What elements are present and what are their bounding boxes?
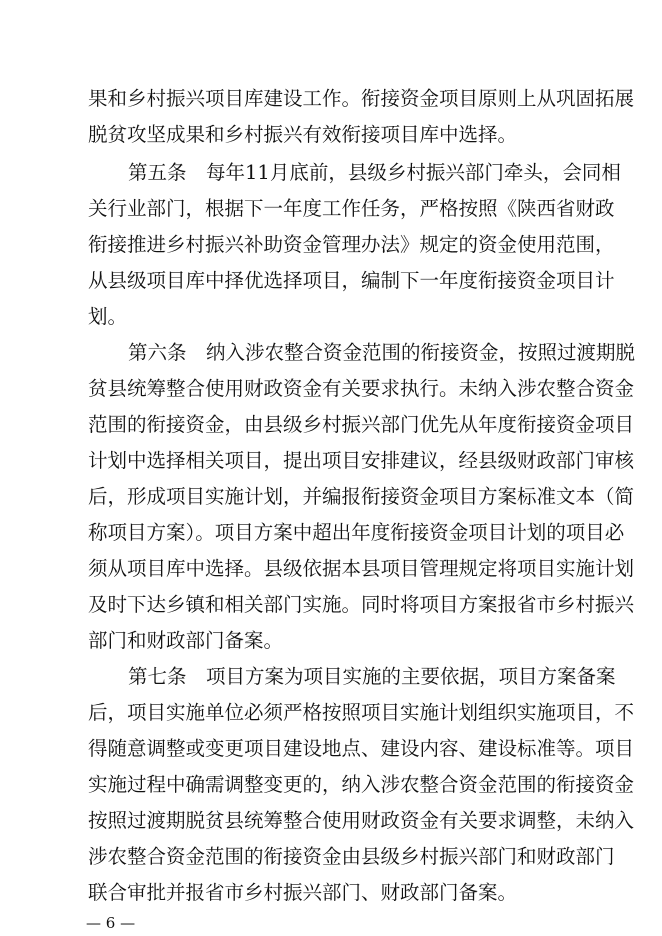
text-line: 称项目方案）。项目方案中超出年度衔接资金项目计划的项目必	[88, 521, 625, 544]
text-line: 从县级项目库中择优选择项目，编制下一年度衔接资金项目计	[88, 269, 615, 292]
text-line: 果和乡村振兴项目库建设工作。衔接资金项目原则上从巩固拓展	[88, 87, 635, 110]
text-line: 按照过渡期脱贫县统筹整合使用财政资金有关要求调整，未纳入	[88, 809, 635, 832]
article-5-heading-line: 第五条 每年11月底前，县级乡村振兴部门牵头，会同相	[128, 161, 621, 184]
text-line: 部门和财政部门备案。	[88, 629, 284, 652]
text-line: 及时下达乡镇和相关部门实施。同时将项目方案报省市乡村振兴	[88, 593, 635, 616]
text-line: 关行业部门，根据下一年度工作任务，严格按照《陕西省财政	[88, 197, 615, 220]
text-line: 联合审批并报省市乡村振兴部门、财政部门备案。	[88, 881, 518, 904]
text-line: 贫县统筹整合使用财政资金有关要求执行。未纳入涉农整合资金	[88, 377, 635, 400]
text-line: 须从项目库中选择。县级依据本县项目管理规定将项目实施计划	[88, 557, 635, 580]
text-line: 脱贫攻坚成果和乡村振兴有效衔接项目库中选择。	[88, 123, 518, 146]
text-line: 涉农整合资金范围的衔接资金由县级乡村振兴部门和财政部门	[88, 845, 615, 868]
article-6-heading-line: 第六条 纳入涉农整合资金范围的衔接资金，按照过渡期脱	[128, 341, 636, 364]
text-line: 后，形成项目实施计划，并编报衔接资金项目方案标准文本（简	[88, 485, 635, 508]
text-line: 范围的衔接资金，由县级乡村振兴部门优先从年度衔接资金项目	[88, 413, 635, 436]
text-line: 计划中选择相关项目，提出项目安排建议，经县级财政部门审核	[88, 449, 635, 472]
text-line: 划。	[88, 305, 128, 328]
text-line: 得随意调整或变更项目建设地点、建设内容、建设标准等。项目	[88, 737, 635, 760]
text-line: 后，项目实施单位必须严格按照项目实施计划组织实施项目，不	[88, 701, 635, 724]
text-line: 实施过程中确需调整变更的，纳入涉农整合资金范围的衔接资金	[88, 773, 635, 796]
page-number: — 6 —	[86, 914, 136, 932]
text-line: 衔接推进乡村振兴补助资金管理办法》规定的资金使用范围，	[88, 233, 615, 256]
article-7-heading-line: 第七条 项目方案为项目实施的主要依据，项目方案备案	[128, 665, 616, 688]
